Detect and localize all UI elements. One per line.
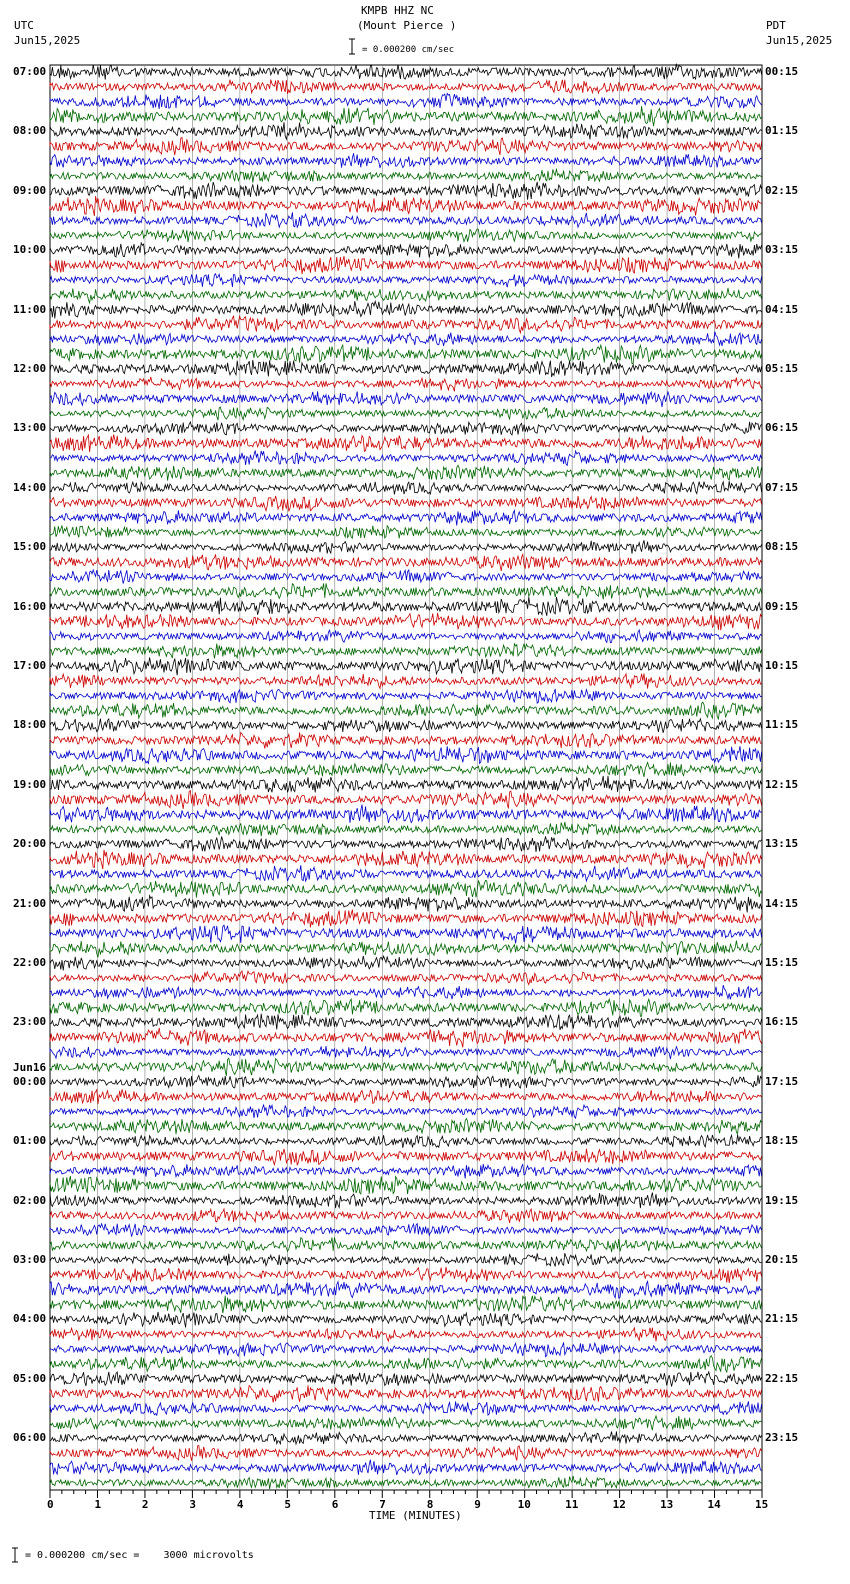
trace-1-1	[50, 138, 762, 156]
station-title: KMPB HHZ NC	[361, 4, 434, 17]
trace-5-2	[50, 391, 762, 407]
trace-19-3	[50, 1238, 762, 1253]
trace-6-0	[50, 422, 762, 435]
pdt-label-1: 01:15	[765, 124, 799, 138]
footer-scale-bar-icon	[12, 1548, 18, 1562]
utc-label-11: 18:00	[13, 718, 47, 732]
x-tick-label-14: 14	[707, 1498, 721, 1511]
x-tick-label-9: 9	[474, 1498, 481, 1511]
pdt-label-3: 03:15	[765, 243, 799, 257]
trace-3-2	[50, 274, 762, 288]
trace-16-3	[50, 1058, 762, 1076]
trace-15-1	[50, 971, 762, 985]
trace-7-0	[50, 481, 762, 494]
utc-label-4: 11:00	[13, 302, 47, 316]
x-tick-label-3: 3	[189, 1498, 197, 1511]
trace-20-0	[50, 1253, 762, 1266]
right-timezone: PDT	[766, 19, 786, 32]
pdt-label-12: 12:15	[765, 777, 799, 791]
trace-8-1	[50, 554, 762, 571]
left-date: Jun15,2025	[14, 34, 81, 47]
pdt-label-9: 09:15	[765, 599, 799, 613]
trace-9-0	[50, 597, 762, 616]
pdt-label-13: 13:15	[765, 837, 799, 851]
time-axis	[50, 1490, 762, 1498]
trace-9-3	[50, 644, 762, 659]
trace-4-1	[50, 316, 762, 333]
pdt-label-2: 02:15	[765, 183, 799, 197]
trace-8-0	[50, 540, 762, 553]
x-tick-label-6: 6	[331, 1498, 339, 1511]
trace-11-3	[50, 762, 762, 777]
trace-5-3	[50, 407, 762, 420]
trace-2-0	[50, 182, 762, 200]
trace-19-2	[50, 1224, 762, 1237]
trace-22-1	[50, 1385, 762, 1402]
pdt-label-14: 14:15	[765, 896, 799, 910]
utc-label-23: 06:00	[13, 1431, 47, 1445]
trace-18-3	[50, 1176, 762, 1194]
trace-8-2	[50, 570, 762, 584]
pdt-label-15: 15:15	[765, 956, 799, 969]
x-tick-label-13: 13	[660, 1498, 674, 1511]
trace-22-0	[50, 1372, 762, 1387]
trace-1-2	[50, 153, 762, 168]
trace-9-2	[50, 630, 762, 643]
trace-8-3	[50, 583, 762, 599]
x-tick-label-7: 7	[379, 1498, 386, 1511]
trace-17-3	[50, 1119, 762, 1135]
trace-14-0	[50, 896, 762, 913]
trace-13-2	[50, 865, 762, 881]
right-date: Jun15,2025	[766, 34, 833, 47]
scale-text: = 0.000200 cm/sec	[362, 45, 455, 55]
trace-5-0	[50, 360, 762, 377]
trace-5-1	[50, 377, 762, 392]
trace-3-3	[50, 288, 762, 303]
x-tick-label-2: 2	[141, 1498, 149, 1511]
trace-1-3	[50, 169, 762, 183]
trace-2-3	[50, 229, 762, 242]
trace-1-0	[50, 122, 762, 139]
trace-3-0	[50, 243, 762, 259]
trace-0-2	[50, 93, 762, 109]
x-tick-label-11: 11	[565, 1498, 579, 1511]
trace-15-2	[50, 985, 762, 999]
trace-10-2	[50, 689, 762, 703]
trace-16-0	[50, 1014, 762, 1030]
trace-19-1	[50, 1209, 762, 1223]
utc-label-20: 03:00	[13, 1253, 47, 1266]
trace-4-2	[50, 332, 762, 346]
trace-23-2	[50, 1460, 762, 1475]
pdt-label-6: 06:15	[765, 421, 799, 435]
trace-20-3	[50, 1296, 762, 1314]
trace-18-2	[50, 1164, 762, 1178]
x-tick-label-5: 5	[284, 1498, 291, 1511]
trace-11-1	[50, 732, 762, 748]
utc-label-18: 01:00	[13, 1134, 47, 1148]
pdt-label-7: 07:15	[765, 480, 799, 494]
pdt-label-22: 22:15	[765, 1371, 799, 1385]
pdt-label-5: 05:15	[765, 362, 799, 375]
pdt-label-17: 17:15	[765, 1074, 799, 1088]
trace-23-1	[50, 1445, 762, 1460]
pdt-label-8: 08:15	[765, 540, 799, 554]
trace-17-2	[50, 1105, 762, 1119]
trace-11-0	[50, 719, 762, 733]
trace-12-2	[50, 805, 762, 823]
trace-13-1	[50, 850, 762, 869]
trace-10-1	[50, 674, 762, 689]
trace-23-0	[50, 1431, 762, 1444]
utc-label-22: 05:00	[13, 1371, 47, 1385]
trace-13-3	[50, 880, 762, 897]
trace-23-3	[50, 1476, 762, 1489]
x-tick-label-8: 8	[426, 1498, 434, 1511]
utc-label-3: 10:00	[13, 243, 47, 257]
utc-label-17: 00:00	[13, 1074, 47, 1088]
trace-16-2	[50, 1046, 762, 1059]
trace-0-1	[50, 80, 762, 94]
pdt-label-16: 16:15	[765, 1015, 799, 1029]
pdt-label-23: 23:15	[765, 1431, 799, 1445]
trace-21-0	[50, 1312, 762, 1328]
trace-0-0	[50, 64, 762, 80]
utc-label-15: 22:00	[13, 956, 47, 969]
trace-6-2	[50, 451, 762, 466]
trace-12-1	[50, 791, 762, 809]
utc-label-21: 04:00	[13, 1312, 47, 1326]
utc-label-8: 15:00	[13, 540, 47, 554]
seismic-traces	[50, 64, 762, 1489]
utc-label-5: 12:00	[13, 362, 47, 375]
trace-14-2	[50, 925, 762, 943]
pdt-label-11: 11:15	[765, 718, 799, 732]
x-axis-label: TIME (MINUTES)	[369, 1509, 462, 1522]
trace-17-1	[50, 1089, 762, 1104]
trace-14-3	[50, 941, 762, 958]
trace-12-3	[50, 822, 762, 836]
x-tick-label-1: 1	[94, 1498, 102, 1511]
trace-14-1	[50, 910, 762, 928]
trace-4-0	[50, 301, 762, 318]
utc-label-12: 19:00	[13, 777, 47, 791]
trace-18-1	[50, 1149, 762, 1165]
trace-10-3	[50, 702, 762, 719]
trace-2-1	[50, 196, 762, 216]
utc-label-6: 13:00	[13, 421, 47, 435]
utc-label-16: 23:00	[13, 1015, 47, 1029]
trace-15-3	[50, 999, 762, 1016]
x-tick-label-4: 4	[236, 1498, 244, 1511]
pdt-label-19: 19:15	[765, 1193, 799, 1207]
utc-label-7: 14:00	[13, 480, 47, 494]
trace-21-1	[50, 1328, 762, 1342]
trace-20-2	[50, 1281, 762, 1298]
trace-16-1	[50, 1028, 762, 1048]
pdt-label-4: 04:15	[765, 302, 799, 316]
footer-scale-note: = 0.000200 cm/sec = 3000 microvolts	[25, 1550, 254, 1561]
trace-7-3	[50, 525, 762, 538]
trace-13-0	[50, 836, 762, 852]
scale-bar-icon	[349, 39, 355, 54]
trace-6-1	[50, 435, 762, 453]
pdt-label-10: 10:15	[765, 659, 799, 672]
trace-10-0	[50, 657, 762, 675]
x-tick-label-15: 15	[755, 1498, 769, 1511]
x-tick-label-10: 10	[517, 1498, 531, 1511]
trace-9-1	[50, 613, 762, 630]
utc-label-2: 09:00	[13, 183, 47, 197]
trace-12-0	[50, 776, 762, 793]
trace-3-1	[50, 256, 762, 274]
trace-4-3	[50, 345, 762, 364]
trace-20-1	[50, 1267, 762, 1283]
trace-21-2	[50, 1342, 762, 1356]
trace-19-0	[50, 1193, 762, 1209]
x-tick-label-12: 12	[612, 1498, 626, 1511]
utc-label-9: 16:00	[13, 599, 47, 613]
pdt-label-18: 18:15	[765, 1134, 799, 1148]
utc-label-14: 21:00	[13, 896, 47, 910]
utc-label-13: 20:00	[13, 837, 47, 851]
utc-label-19: 02:00	[13, 1193, 47, 1207]
trace-22-2	[50, 1401, 762, 1415]
pdt-label-21: 21:15	[765, 1312, 799, 1326]
trace-22-3	[50, 1416, 762, 1430]
date-change-label: Jun16	[13, 1060, 47, 1074]
x-tick-label-0: 0	[47, 1498, 54, 1511]
trace-11-2	[50, 746, 762, 763]
utc-label-0: 07:00	[13, 65, 47, 78]
pdt-label-0: 00:15	[765, 65, 799, 78]
trace-18-0	[50, 1135, 762, 1148]
pdt-label-20: 20:15	[765, 1253, 799, 1266]
trace-7-2	[50, 510, 762, 525]
trace-17-0	[50, 1075, 762, 1088]
trace-0-3	[50, 106, 762, 126]
trace-15-0	[50, 956, 762, 971]
trace-7-1	[50, 496, 762, 511]
station-location: (Mount Pierce )	[357, 19, 457, 32]
trace-2-2	[50, 212, 762, 227]
left-timezone: UTC	[14, 19, 34, 32]
utc-label-10: 17:00	[13, 659, 47, 672]
utc-label-1: 08:00	[13, 124, 47, 138]
trace-21-3	[50, 1356, 762, 1372]
trace-6-3	[50, 465, 762, 480]
